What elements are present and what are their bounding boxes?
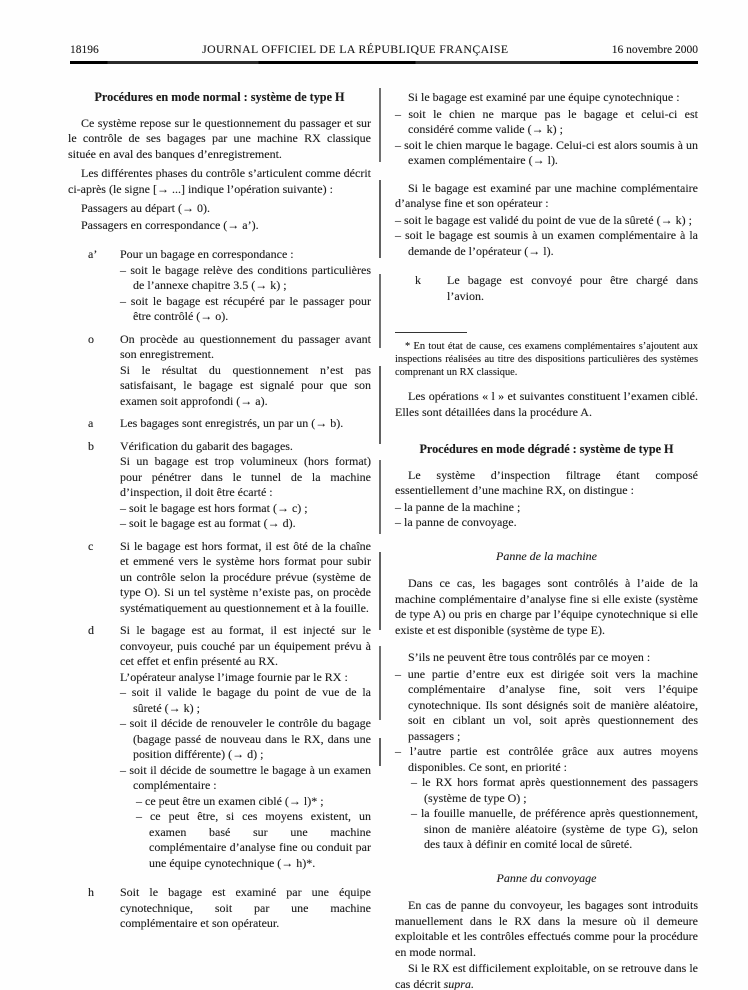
sub-dash-item: – ce peut être, si ces moyens existent, un examen basé sur une machine complémentaire d’analyse fine ou conduit par une équipe cynotechnique (→ h)*. [136, 809, 371, 870]
procedure-step-d [68, 623, 371, 871]
step-text: Soit le bagage est examiné par une équipe cynotechnique, soit par une machine complémentaire et son opérateur. [120, 885, 371, 930]
dash-item: – soit il valide le bagage du point de vue de la sûreté (→ k) ; [120, 685, 371, 715]
paragraph: Passagers en correspondance (→ a’). [81, 217, 259, 232]
dash-item: – la panne de convoyage. [395, 515, 517, 530]
issue-date: 16 novembre 2000 [611, 44, 698, 56]
right-column [395, 90, 698, 990]
step-text: Si le bagage est au format, il est injecté sur le convoyeur, puis couché par un équipement prévu à cet effet et enfin présenté au RX. [120, 623, 371, 668]
paragraph: Passagers au départ (→ 0). [81, 201, 210, 215]
step-label: a [88, 416, 94, 430]
dash-item: – la panne de la machine ; [395, 499, 521, 514]
procedure-step-k [395, 273, 698, 304]
dash-item: – soit il décide de renouveler le contrôle du bagage (bagage passé de nouveau dans le RX, dans une position différente) (→ d) ; [120, 716, 371, 761]
paragraph: Dans ce cas, les bagages sont contrôlés à l’aide de la machine complémentaire d’analyse fine si elle existe (système de type A) ou pris en charge par l’équipe cynotechnique si elle existe et est disponible (système de type E). [395, 576, 698, 637]
paragraph: Les différentes phases du contrôle s’articulent comme décrit ci-après (le signe [→ ...] indique l’opération suivante) : [68, 166, 371, 196]
step-text: On procède au questionnement du passager avant son enregistrement. [120, 331, 371, 361]
procedure-step-a-prime [68, 247, 371, 325]
paragraph: S’ils ne peuvent être tous contrôlés par ce moyen : [408, 650, 651, 665]
step-label: k [415, 273, 421, 287]
step-text: Vérification du gabarit des bagages. [120, 438, 293, 453]
step-text: Le bagage est convoyé pour être chargé dans l’avion. [447, 273, 698, 303]
procedure-step-h [68, 885, 371, 932]
two-column-body [68, 90, 698, 990]
header-rule [70, 61, 698, 64]
procedure-step-a [68, 416, 371, 432]
dash-item: – soit le bagage est hors format (→ c) ; [120, 500, 308, 515]
dash-item: – soit le chien marque le bagage. Celui-ci est alors soumis à un examen complémentaire (→ l). [395, 137, 698, 167]
page-number: 18196 [70, 44, 99, 56]
step-body [120, 332, 371, 410]
sub-dash-item: – ce peut être un examen ciblé (→ l)* ; [136, 793, 324, 808]
dash-item: – soit le chien ne marque pas le bagage et celui-ci est considéré comme valide (→ k) ; [395, 106, 698, 136]
step-label: a’ [88, 247, 98, 261]
section-heading-degraded-mode: Procédures en mode dégradé : système de type H [419, 442, 674, 457]
sub-heading-conveyor-failure: Panne du convoyage [496, 870, 597, 885]
paragraph: Si le bagage est examiné par une machine complémentaire d’analyse fine et son opérateur : [395, 180, 698, 210]
step-label: d [88, 623, 94, 637]
step-text: Les bagages sont enregistrés, un par un (→ b). [120, 416, 344, 430]
paragraph: Le système d’inspection filtrage étant composé essentiellement d’une machine RX, on distingue : [395, 467, 698, 498]
note-operations: Les opérations « l » et suivantes constituent l’examen ciblé. Elles sont détaillées dans la procédure A. [395, 389, 698, 419]
dash-item: – une partie d’entre eux est dirigée soit vers la machine complémentaire d’analyse fine, soit vers l’équipe cynotechnique. Ils sont désignés soit de manière aléatoire, soit en ciblant un vol, soit après questionnement des passagers ; [395, 666, 698, 743]
procedure-step-o [68, 332, 371, 410]
procedure-step-c [68, 539, 371, 617]
dash-item: – soit il décide de soumettre le bagage à un examen complémentaire : [120, 762, 371, 792]
step-text: Si le bagage est hors format, il est ôté de la chaîne et emmené vers le système hors format pour subir un contrôle selon la procédure prévue (système de type O). Si un tel système n’existe pas, on procède systématiquement au questionnement et à la fouille. [120, 538, 371, 615]
step-text: Si un bagage est trop volumineux (hors format) pour pénétrer dans le tunnel de la machine d’inspection, il doit être écarté : [120, 454, 371, 499]
step-label: h [88, 885, 94, 899]
step-text: L’opérateur analyse l’image fournie par le RX : [120, 669, 348, 684]
dash-item: – soit le bagage est soumis à un examen complémentaire à la demande de l’opérateur (→ l). [395, 228, 698, 258]
step-body [447, 273, 698, 304]
supra-italic: supra. [443, 976, 474, 990]
step-label: o [88, 331, 94, 346]
dash-item: – soit le bagage est récupéré par le passager pour être contrôlé (→ o). [120, 293, 371, 323]
left-column [68, 90, 371, 990]
step-label: c [88, 538, 94, 553]
dash-item: – l’autre partie est contrôlée grâce aux autres moyens disponibles. Ce sont, en priorité : [395, 744, 698, 774]
step-body [120, 539, 371, 617]
sub-dash-item: – la fouille manuelle, de préférence après questionnement, sinon de manière aléatoire (système de type G), selon des taux à définir en comité local de sûreté. [411, 806, 698, 852]
step-body [120, 623, 371, 871]
step-body [120, 416, 371, 432]
paragraph-text: Si le RX est difficilement exploitable, on se retrouve dans le cas décrit [395, 961, 698, 990]
step-body [120, 439, 371, 532]
step-body [120, 247, 371, 325]
footnote-separator [395, 332, 467, 333]
dash-item: – soit le bagage relève des conditions particulières de l’annexe chapitre 3.5 (→ k) ; [120, 262, 371, 292]
step-text: Pour un bagage en correspondance : [120, 247, 294, 261]
sub-dash-item: – le RX hors format après questionnement des passagers (système de type O) ; [411, 775, 698, 805]
paragraph: Ce système repose sur le questionnement du passager et sur le contrôle de ses bagages par une machine RX classique située en aval des banques d’enregistrement. [68, 115, 371, 161]
paragraph [395, 961, 698, 990]
procedure-step-b [68, 439, 371, 532]
paragraph: Si le bagage est examiné par une équipe cynotechnique : [408, 90, 680, 104]
footnote: * En tout état de cause, ces examens complémentaires s’ajoutent aux inspections réalisées au titre des dispositions particulières des systèmes comprenant un RX classique. [395, 341, 698, 378]
dash-item: – soit le bagage est validé du point de vue de la sûreté (→ k) ; [395, 212, 692, 227]
paragraph: En cas de panne du convoyeur, les bagages sont introduits manuellement dans le RX dans la mesure où il demeure exploitable et les contrôles effectués comme pour la procédure en mode normal. [395, 898, 698, 959]
section-heading-normal-mode: Procédures en mode normal : système de type H [94, 90, 345, 104]
step-label: b [88, 438, 94, 453]
step-body [120, 885, 371, 932]
page-header [70, 42, 698, 57]
dash-item: – soit le bagage est au format (→ d). [120, 516, 296, 530]
journal-title: JOURNAL OFFICIEL DE LA RÉPUBLIQUE FRANÇAISE [202, 42, 509, 56]
sub-heading-machine-failure: Panne de la machine [496, 548, 597, 563]
step-text: Si le résultat du questionnement n’est pas satisfaisant, le bagage est signalé pour que son examen soit approfondi (→ a). [120, 362, 371, 408]
